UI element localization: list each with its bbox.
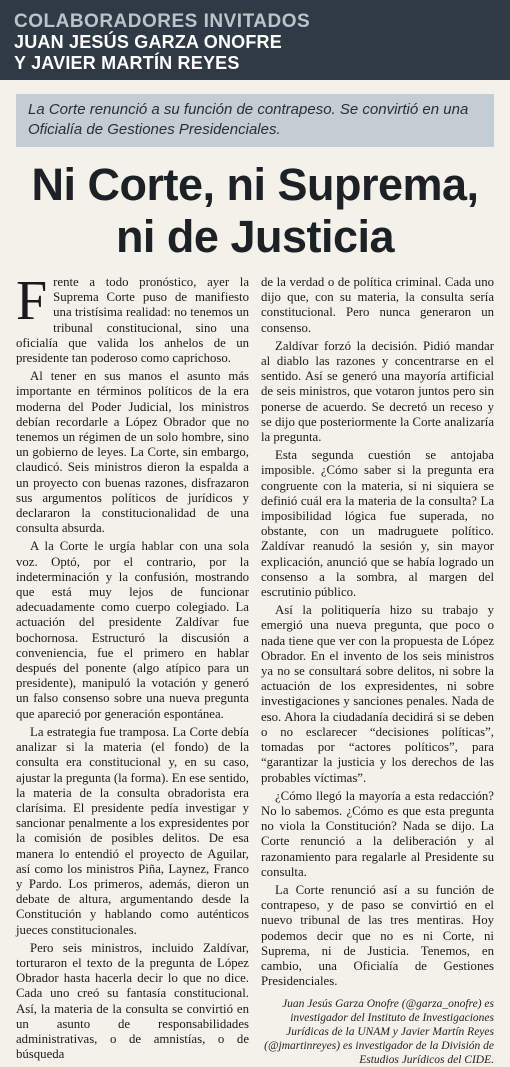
- drop-cap: F: [16, 270, 48, 332]
- paragraph: Frente a todo pronóstico, ayer la Suprema Corte puso de manifiesto una tristísima realidad: no tenemos un tribunal constitucional, sino una oficialía que valida los anhelos de un presidente tan poderoso como caprichoso.: [16, 270, 249, 366]
- column-masthead: [0, 0, 510, 80]
- article-headline: [8, 159, 502, 263]
- section-label: COLABORADORES INVITADOS: [14, 11, 311, 32]
- author-line-2: Y JAVIER MARTÍN REYES: [14, 53, 240, 73]
- paragraph: Al tener en sus manos el asunto más importante en términos políticos de la era moderna del Poder Judicial, los ministros debían recordarle a López Obrador que no tenemos un régimen de un solo hombre, sino un gobierno de leyes. La Corte, sin embargo, claudicó. Seis ministros dieron la espalda a un proyecto con buenas razones, disfrazaron sus argumentos políticos de jurídicos y declararon la constitucionalidad de una consulta absurda.: [16, 369, 249, 536]
- paragraph: ¿Cómo llegó la mayoría a esta redacción? No lo sabemos. ¿Cómo es que esta pregunta no viola la Constitución? Nada se dijo. La Corte renunció a la deliberación y al razonamiento para regalarle al Presidente su consulta.: [261, 788, 494, 879]
- article-deck: La Corte renunció a su función de contrapeso. Se convirtió en una Oficialía de Gestiones Presidenciales.: [16, 94, 494, 147]
- headline-line-2: ni de Justicia: [115, 211, 395, 262]
- paragraph: La Corte renunció así a su función de contrapeso, y de paso se convirtió en el nuevo tribunal de las tres mentiras. Hoy podemos decir que no es ni Corte, ni Suprema, ni de Justicia. Tenemos, en cambio, una Oficialía de Gestiones Presidenciales.: [261, 882, 494, 989]
- paragraph: A la Corte le urgía hablar con una sola voz. Optó, por el contrario, por la indeterminación y la confusión, mostrando que está muy lejos de funcionar adecuadamente como cuerpo colegiado. La actuación del presidente Zaldívar fue bochornosa. Estructuró la discusión a conveniencia, fue el primero en hablar después del ponente (algo atípico para un presidente), manipuló la votación y generó un falso consenso sobre una nueva pregunta que apareció por generación espontánea.: [16, 539, 249, 721]
- author-line-1: JUAN JESÚS GARZA ONOFRE: [14, 32, 282, 52]
- paragraph: Esta segunda cuestión se antojaba imposible. ¿Cómo saber si la pregunta era congruente con la materia, si ni siquiera se definió cuál era la materia de la consulta? La imposibilidad lógica fue superada, no obstante, con un madruguete político. Zaldívar reanudó la sesión y, sin mayor explicación, anunció que se había logrado un consenso a la sombra, al margen del escrutinio público.: [261, 448, 494, 600]
- paragraph: Pero seis ministros, incluido Zaldívar, torturaron el texto de la pregunta de López Obrador hasta hacerla decir lo que no dice. Cada uno creó su fantasía constitucional. Así, la materia de la consulta se convirtió en un asunto de responsabilidades administrativas, o de amnistías, o de búsqueda: [16, 940, 249, 1062]
- paragraph: La estrategia fue tramposa. La Corte debía analizar si la materia (el fondo) de la consulta era constitucional y, en su caso, ajustar la pregunta (la forma). En ese sentido, la materia de la consulta obradorista era clarísima. El presidente pedía investigar y sancionar penalmente a los expresidentes por la comisión de posibles delitos. De esa manera lo entendió el proyecto de Aguilar, así como los ministros Piña, Laynez, Franco y Pardo. Los primeros, además, dieron un debate de altura, argumentando desde la Constitución y hablando como auténticos jueces constitucionales.: [16, 724, 249, 937]
- paragraph: Zaldívar forzó la decisión. Pidió mandar al diablo las razones y concentrarse en el sentido. Así se generó una mayoría artificial de seis ministros, que votaron juntos pero sin ponerse de acuerdo. Se decretó un receso y se dijo que posteriormente la Corte analizaría la pregunta.: [261, 338, 494, 445]
- author-bio: Juan Jesús Garza Onofre (@garza_onofre) es investigador del Instituto de Investigaciones Jurídicas de la UNAM y Javier Martín Reyes (@jmartinreyes) es investigador de la División de Estudios Jurídicos del CIDE.: [264, 998, 494, 1067]
- paragraph: de la verdad o de política criminal. Cada uno dijo que, con su materia, la consulta sería constitucional. Pero nunca generaron un consenso.: [261, 275, 494, 335]
- paragraph: Así la politiquería hizo su trabajo y emergió una nueva pregunta, que poco o nada tiene que ver con la propuesta de López Obrador. En el invento de los seis ministros ya no se consultará sobre delitos, ni sobre la actuación de los expresidentes, ni sobre investigaciones y sanciones penales. Nada de eso. Ahora la ciudadanía decidirá si se deben o no esclarecer “decisiones políticas”, tomadas por “actores políticos”, para “garantizar la justicia y los derechos de las probables víctimas”.: [261, 603, 494, 785]
- article-column-2: [261, 275, 494, 1067]
- article-body: [16, 270, 494, 1067]
- headline-line-1: Ni Corte, ni Suprema,: [31, 159, 479, 210]
- article-column-1: [16, 270, 249, 1067]
